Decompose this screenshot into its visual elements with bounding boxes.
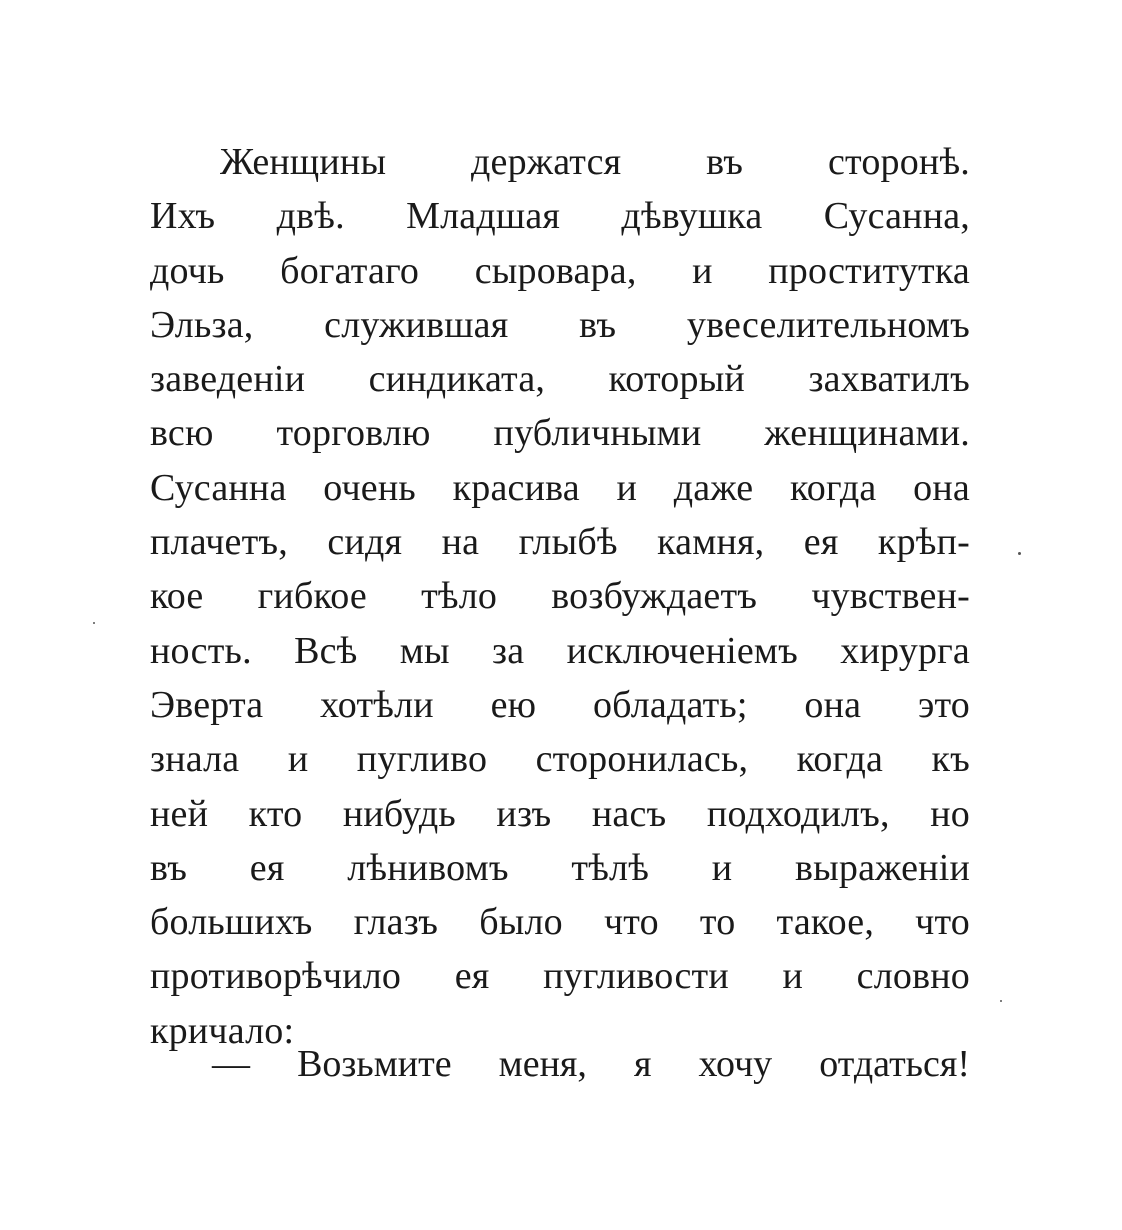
text-line: противорѣчило ея пугливости и словно [150,955,970,998]
text-line: знала и пугливо сторонилась, когда къ [150,738,970,781]
text-line: заведенiи синдиката, который захватилъ [150,358,970,401]
text-line: въ ея лѣнивомъ тѣлѣ и выраженiи [150,846,970,889]
paper-speck [1018,552,1021,555]
text-line: ность. Всѣ мы за исключенiемъ хирурга [150,629,970,672]
paper-speck [93,622,95,624]
text-line: Женщины держатся въ сторонѣ. [220,141,970,183]
text-line: плачетъ, сидя на глыбѣ камня, ея крѣп- [150,521,970,564]
text-line: ней кто нибудь изъ насъ подходилъ, но [150,792,970,835]
text-line: дочь богатаго сыровара, и проститутка [150,249,970,292]
main-paragraph [150,135,970,1058]
dialogue-line: — Возьмите меня, я хочу отдаться! [212,1043,970,1085]
text-line: кричало: [150,1009,295,1052]
text-line: Ихъ двѣ. Младшая дѣвушка Сусанна, [150,195,970,238]
text-line: Эверта хотѣли ею обладать; она это [150,683,970,726]
text-line: Эльза, служившая въ увеселительномъ [150,303,970,346]
text-line: кое гибкое тѣло возбуждаетъ чувствен- [150,575,970,618]
text-line: большихъ глазъ было что то такое, что [150,901,970,944]
text-line: Сусанна очень красива и даже когда она [150,466,970,509]
text-line: всю торговлю публичными женщинами. [150,412,970,455]
paper-speck [1000,1000,1002,1002]
